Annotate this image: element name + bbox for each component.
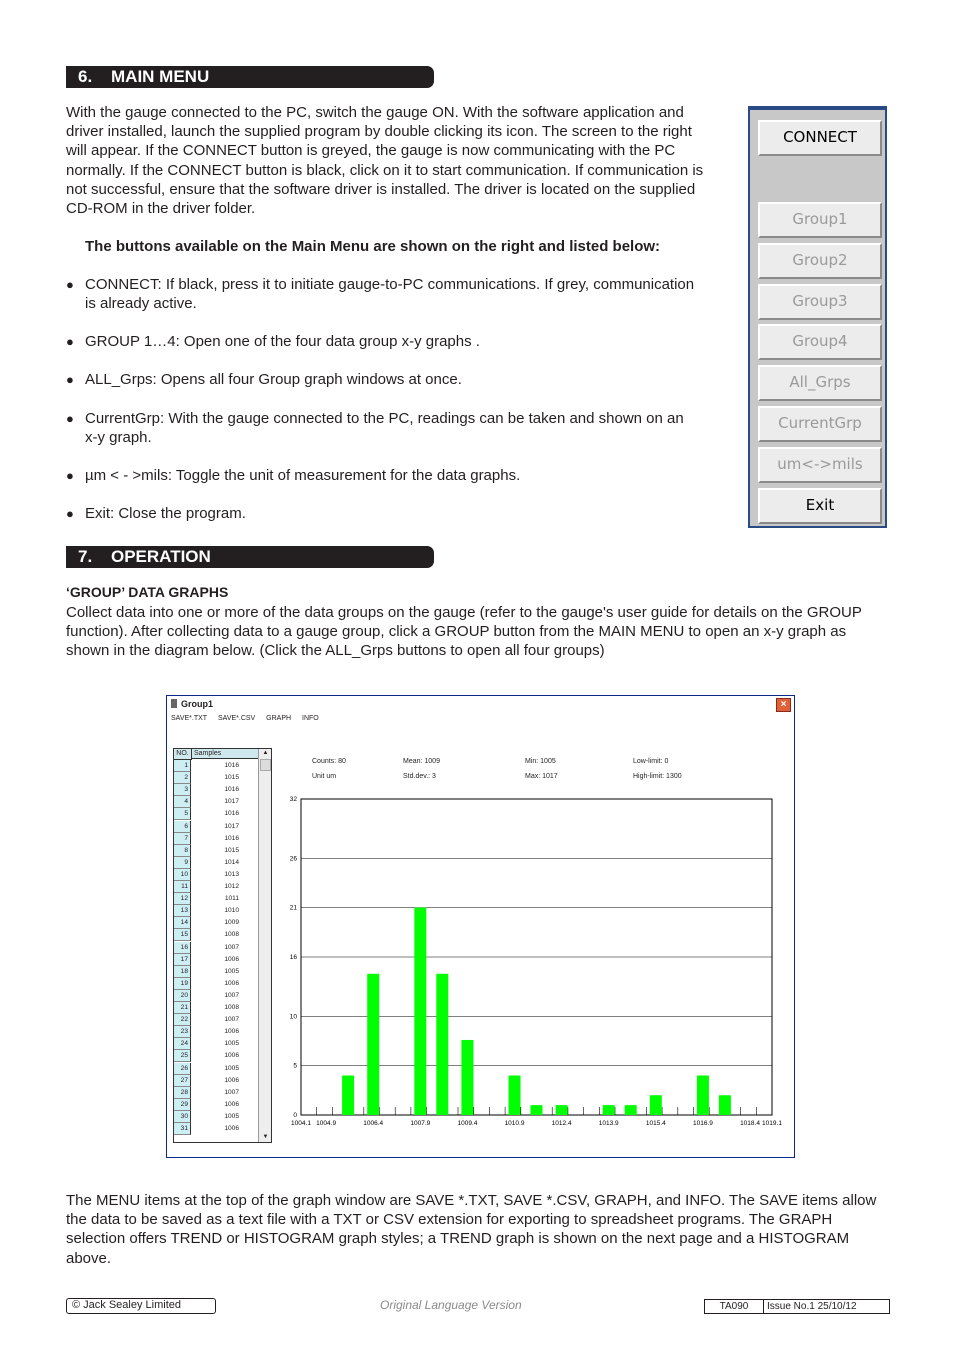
stat-counts: Counts: 80 <box>312 758 346 765</box>
sample-value: 1014 <box>224 858 239 866</box>
menu-graph[interactable]: GRAPH <box>266 715 292 722</box>
table-row[interactable] <box>174 833 254 845</box>
sample-value: 1009 <box>224 919 239 927</box>
units-toggle-button[interactable]: um<->mils <box>758 447 882 483</box>
exit-button[interactable]: Exit <box>758 488 882 524</box>
table-row[interactable] <box>174 990 254 1002</box>
app-icon <box>171 699 177 708</box>
section-number: 6. <box>78 67 93 86</box>
table-row[interactable] <box>174 1087 254 1099</box>
x-tick-label: 1019.1 <box>762 1120 782 1127</box>
table-row[interactable] <box>174 881 254 893</box>
table-row[interactable] <box>174 917 254 929</box>
section-number: 7. <box>78 547 93 566</box>
sample-value: 1016 <box>224 834 239 842</box>
table-row[interactable] <box>174 1002 254 1014</box>
table-row[interactable] <box>174 857 254 869</box>
row-number: 6 <box>174 821 191 833</box>
sample-value: 1008 <box>224 1004 239 1011</box>
sample-value: 1010 <box>224 907 239 915</box>
row-number: 1 <box>174 760 191 772</box>
row-number: 4 <box>174 796 191 808</box>
histogram-bar <box>650 1095 662 1115</box>
x-tick-label: 1015.4 <box>645 1120 666 1127</box>
sample-value: 1017 <box>224 798 239 806</box>
y-tick-label: 5 <box>293 1062 297 1070</box>
row-number: 21 <box>174 1002 191 1014</box>
footer-copyright: © Jack Sealey Limited <box>66 1298 216 1314</box>
sample-value: 1015 <box>224 774 239 782</box>
table-row[interactable] <box>174 784 254 796</box>
y-tick-label: 26 <box>289 855 297 863</box>
connect-button[interactable]: CONNECT <box>758 120 882 156</box>
histogram-bar <box>367 974 379 1115</box>
row-number: 17 <box>174 954 191 966</box>
table-row[interactable] <box>174 942 254 954</box>
table-row[interactable] <box>174 966 254 978</box>
stat-high-limit: High-limit: 1300 <box>633 773 682 780</box>
section-7-header <box>66 546 434 568</box>
footer-code: TA090 <box>705 1300 764 1313</box>
table-row[interactable] <box>174 1050 254 1062</box>
row-number: 9 <box>174 857 191 869</box>
sample-value: 1007 <box>224 943 239 951</box>
table-row[interactable] <box>174 845 254 857</box>
main-menu-panel <box>748 106 887 528</box>
table-row[interactable] <box>174 1026 254 1038</box>
row-number: 16 <box>174 942 191 954</box>
row-number: 3 <box>174 784 191 796</box>
y-tick-label: 10 <box>289 1013 297 1021</box>
table-row[interactable] <box>174 1075 254 1087</box>
row-number: 30 <box>174 1111 191 1123</box>
current-grp-button[interactable]: CurrentGrp <box>758 406 882 442</box>
sample-value: 1012 <box>224 883 239 890</box>
histogram-bar <box>509 1076 521 1116</box>
samples-table[interactable] <box>173 748 272 1143</box>
sample-value: 1006 <box>224 1100 239 1108</box>
group1-window <box>166 695 795 1158</box>
x-tick-label: 1006.4 <box>363 1120 384 1127</box>
intro-paragraph: With the gauge connected to the PC, switch the gauge ON. With the software application and driver installed, launch the supplied program by double clicking its icon. The screen to the right will appear. If the CONNECT button is greyed, the gauge is now communicating with the PC normally. If the CONNECT button is black, click on it to start communication. If communication is not successful, ensure that the software driver is installed. The driver is located on the supplied CD-ROM in the driver folder. <box>66 104 704 218</box>
column-header-no: NO. <box>174 749 192 760</box>
group1-button[interactable]: Group1 <box>758 202 882 238</box>
x-tick-label: 1016.9 <box>692 1120 713 1127</box>
close-icon[interactable]: × <box>776 698 791 712</box>
sample-value: 1015 <box>224 846 239 854</box>
sample-value: 1016 <box>224 786 239 794</box>
y-tick-label: 0 <box>293 1112 297 1119</box>
stat-min: Min: 1005 <box>525 758 556 765</box>
window-title: Group1 <box>181 699 214 709</box>
window-menubar <box>171 715 328 722</box>
histogram-bar <box>603 1105 615 1115</box>
table-row[interactable] <box>174 760 254 772</box>
section-title: MAIN MENU <box>111 67 210 86</box>
x-tick-label: 1013.9 <box>598 1120 619 1127</box>
footer-center-text: Original Language Version <box>380 1298 522 1312</box>
scroll-thumb[interactable] <box>260 759 271 771</box>
stat-unit: Unit um <box>312 773 337 780</box>
sample-value: 1005 <box>224 1112 239 1120</box>
row-number: 11 <box>174 881 191 893</box>
sample-value: 1007 <box>224 1016 239 1024</box>
sample-value: 1006 <box>224 955 239 963</box>
y-tick-label: 32 <box>289 796 297 803</box>
stat-stddev: Std.dev.: 3 <box>403 773 436 780</box>
group2-button[interactable]: Group2 <box>758 243 882 279</box>
row-number: 24 <box>174 1038 191 1050</box>
x-tick-label: 1012.4 <box>551 1120 572 1127</box>
stat-low-limit: Low-limit: 0 <box>633 758 669 765</box>
closing-paragraph: The MENU items at the top of the graph window are SAVE *.TXT, SAVE *.CSV, GRAPH, and INFO. The SAVE items allow the data to be saved as a text file with a TXT or CSV extension for exporting to spreadsheet programs. The GRAPH selection offers TREND or HISTOGRAM graph styles; a TREND graph is shown on the next page and a HISTOGRAM above. <box>66 1192 877 1267</box>
row-number: 22 <box>174 1014 191 1026</box>
sample-value: 1016 <box>224 762 239 769</box>
group4-button[interactable]: Group4 <box>758 324 882 360</box>
row-number: 28 <box>174 1087 191 1099</box>
sample-value: 1005 <box>224 1064 239 1072</box>
histogram-chart <box>277 791 792 1136</box>
table-scrollbar[interactable] <box>258 749 272 1142</box>
sample-value: 1006 <box>224 1052 239 1060</box>
histogram-bar <box>414 908 426 1115</box>
y-tick-label: 16 <box>289 954 297 961</box>
sample-value: 1006 <box>224 1076 239 1084</box>
stat-mean: Mean: 1009 <box>403 758 440 765</box>
row-number: 14 <box>174 917 191 929</box>
sample-value: 1007 <box>224 1088 239 1096</box>
table-row[interactable] <box>174 772 254 784</box>
table-row[interactable] <box>174 1014 254 1026</box>
histogram-bar <box>342 1076 354 1116</box>
histogram-bar <box>556 1105 568 1115</box>
group-graphs-subheading: ‘GROUP’ DATA GRAPHS <box>66 584 229 600</box>
row-number: 29 <box>174 1099 191 1111</box>
menu-info[interactable]: INFO <box>302 715 319 722</box>
table-row[interactable] <box>174 1123 254 1135</box>
section-6-header <box>66 66 434 88</box>
row-number: 20 <box>174 990 191 1002</box>
row-number: 2 <box>174 772 191 784</box>
sample-value: 1006 <box>224 979 239 987</box>
table-row[interactable] <box>174 1063 254 1075</box>
buttons-heading: The buttons available on the Main Menu are shown on the right and listed below: <box>85 238 661 255</box>
table-row[interactable] <box>174 1111 254 1123</box>
row-number: 7 <box>174 833 191 845</box>
sample-value: 1005 <box>224 1040 239 1048</box>
x-tick-label: 1007.9 <box>410 1120 431 1127</box>
y-tick-label: 21 <box>289 904 297 912</box>
footer-issue: Issue No.1 25/10/12 <box>767 1301 857 1312</box>
row-number: 15 <box>174 929 191 941</box>
row-number: 25 <box>174 1050 191 1062</box>
stat-max: Max: 1017 <box>525 773 558 780</box>
histogram-bar <box>719 1095 731 1115</box>
column-header-samples: Samples <box>192 749 258 759</box>
x-tick-label: 1018.4 <box>740 1120 760 1127</box>
histogram-bar <box>436 974 448 1115</box>
x-tick-label: 1010.9 <box>504 1120 525 1127</box>
x-tick-label: 1009.4 <box>457 1120 478 1127</box>
table-row[interactable] <box>174 929 254 941</box>
table-row[interactable] <box>174 1099 254 1111</box>
menu-save-csv[interactable]: SAVE*.CSV <box>218 715 256 722</box>
table-row[interactable] <box>174 796 254 808</box>
histogram-bar <box>461 1040 473 1115</box>
row-number: 26 <box>174 1063 191 1075</box>
group3-button[interactable]: Group3 <box>758 284 882 320</box>
scroll-up-icon[interactable]: ▲ <box>262 750 269 756</box>
sample-value: 1016 <box>224 810 239 818</box>
row-number: 18 <box>174 966 191 978</box>
sample-value: 1006 <box>224 1028 239 1036</box>
row-number: 27 <box>174 1075 191 1087</box>
table-row[interactable] <box>174 954 254 966</box>
footer-doc-info <box>704 1299 890 1314</box>
sample-value: 1011 <box>224 895 239 903</box>
row-number: 5 <box>174 808 191 820</box>
scroll-down-icon[interactable]: ▼ <box>262 1134 269 1140</box>
histogram-bar <box>531 1105 543 1115</box>
table-row[interactable] <box>174 1038 254 1050</box>
sample-value: 1006 <box>224 1125 239 1132</box>
table-row[interactable] <box>174 978 254 990</box>
row-number: 10 <box>174 869 191 881</box>
histogram-bar <box>697 1076 709 1116</box>
menu-save-txt[interactable]: SAVE*.TXT <box>171 715 208 722</box>
x-tick-label: 1004.9 <box>316 1120 337 1127</box>
sample-value: 1008 <box>224 931 239 939</box>
all-grps-button[interactable]: All_Grps <box>758 365 882 401</box>
histogram-bar <box>625 1105 637 1115</box>
row-number: 8 <box>174 845 191 857</box>
row-number: 12 <box>174 893 191 905</box>
x-tick-label: 1004.1 <box>291 1120 311 1127</box>
table-row[interactable] <box>174 893 254 905</box>
table-row[interactable] <box>174 821 254 833</box>
table-row[interactable] <box>174 905 254 917</box>
window-titlebar <box>167 696 794 713</box>
section-title: OPERATION <box>111 547 211 566</box>
row-number: 23 <box>174 1026 191 1038</box>
row-number: 19 <box>174 978 191 990</box>
table-row[interactable] <box>174 869 254 881</box>
sample-value: 1005 <box>224 967 239 975</box>
sample-value: 1007 <box>224 991 239 999</box>
sample-value: 1017 <box>224 822 239 830</box>
sample-value: 1013 <box>224 870 239 878</box>
operation-paragraph: Collect data into one or more of the data groups on the gauge (refer to the gauge's user guide for details on the GROUP function). After collecting data to a gauge group, click a GROUP button from the MAIN MENU to open an x-y graph as shown in the diagram below. (Click the ALL_Grps buttons to open all four groups) <box>66 604 862 660</box>
table-row[interactable] <box>174 808 254 820</box>
row-number: 31 <box>174 1123 191 1135</box>
row-number: 13 <box>174 905 191 917</box>
